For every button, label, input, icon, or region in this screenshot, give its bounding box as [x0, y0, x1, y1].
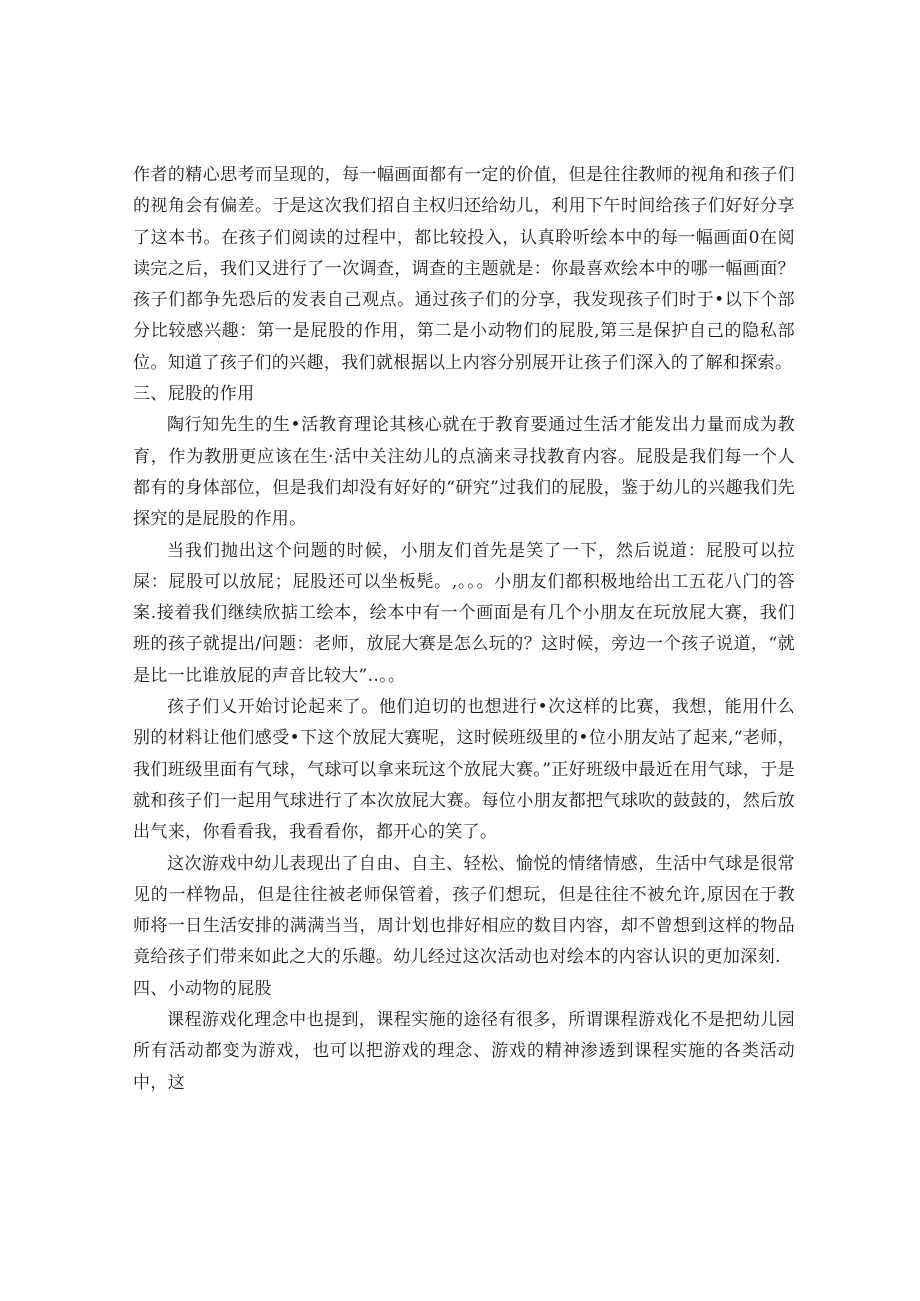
section-heading-3: 三、屁股的作用: [133, 384, 255, 405]
paragraph-reflection: 这次游戏中幼儿表现出了自由、自主、轻松、愉悦的情绪情感，生活中气球是很常见的一样物品，但是往往被老师保管着，孩子们想玩，但是往往不被允许,原因在于教师将一日生活安排的满满当当，周计划也排好相应的数目内容，却不曾想到这样的物品竟给孩子们带来如此之大的乐趣。幼儿经过这次活动也对绘本的内容认识的更加深刻.: [133, 853, 795, 968]
paragraph-question: 当我们抛出这个问题的时候，小朋友们首先是笑了一下，然后说道：屁股可以拉屎：屁股可以放屁；屁股还可以坐板髡。,。。。小朋友们都积极地给出工五花八门的答案.接着我们继续欣掂工绘本，绘本中有一个画面是有几个小朋友在玩放屁大赛，我们班的孩子就提出/问题：老师，放屁大赛是怎么玩的？这时候，旁边一个孩子说道，“就是比一比谁放屁的声音比较大”..。。: [133, 540, 795, 686]
paragraph-balloon-game: 孩子们乂开始讨论起来了。他们迫切的也想进行•次这样的比赛，我想，能用什么别的材料让他们感受•下这个放屁大赛呢，这时候班级里的•位小朋友站了起来,“老师，我们班级里面有气球，气球可以拿来玩这个放屁大赛。”正好班级中最近在用气球，于是就和孩子们一起用气球进行了本次放屁大赛。每位小朋友都把气球吹的鼓鼓的，然后放出气来，你看看我，我看看你，都开心的笑了。: [133, 697, 795, 843]
paragraph-curriculum: 课程游戏化理念中也提到，课程实施的途径有很多，所谓课程游戏化不是把幼儿园所有活动都变为游戏，也可以把游戏的理念、游戏的精神渗透到课程实施的各类活动中，这: [133, 1010, 795, 1093]
document-body: [133, 160, 795, 1099]
paragraph-tao-xingzhi: 陶行知先生的生•活教育理论其核心就在于教育要通过生活才能发出力量而成为教育，作为教册更应该在生·活中关注幼儿的点滴来寻找教育内容。屁股是我们每一个人都有的身体部位，但是我们却没有好好的“研究”过我们的屁股，鉴于幼儿的兴趣我们先探究的是屁股的作用。: [133, 415, 795, 530]
paragraph-intro: 作者的精心思考而呈现的，每一幅画面都有一定的价值，但是往往教师的视角和孩子们的视角会有偏差。于是这次我们招自主权归还给幼儿，利用下午时间给孩子们好好分享了这本书。在孩子们阅读的过程中，都比较投入，认真聆听绘本中的每一幅画面0在阅读完之后，我们又进行了一次调查，调查的主题就是：你最喜欢绘本中的哪一幅画面？孩子们都争先恐后的发表自己观点。通过孩子们的分享，我发现孩子们时于•以下个部分比较感兴趣：第一是屁股的作用，第二是小动物们的屁股,第三是保护自己的隐私部位。知道了孩子们的兴趣，我们就根据以上内容分别展开让孩子们深入的了解和探索。: [133, 165, 795, 373]
section-heading-4: 四、小动物的屁股: [133, 978, 272, 999]
